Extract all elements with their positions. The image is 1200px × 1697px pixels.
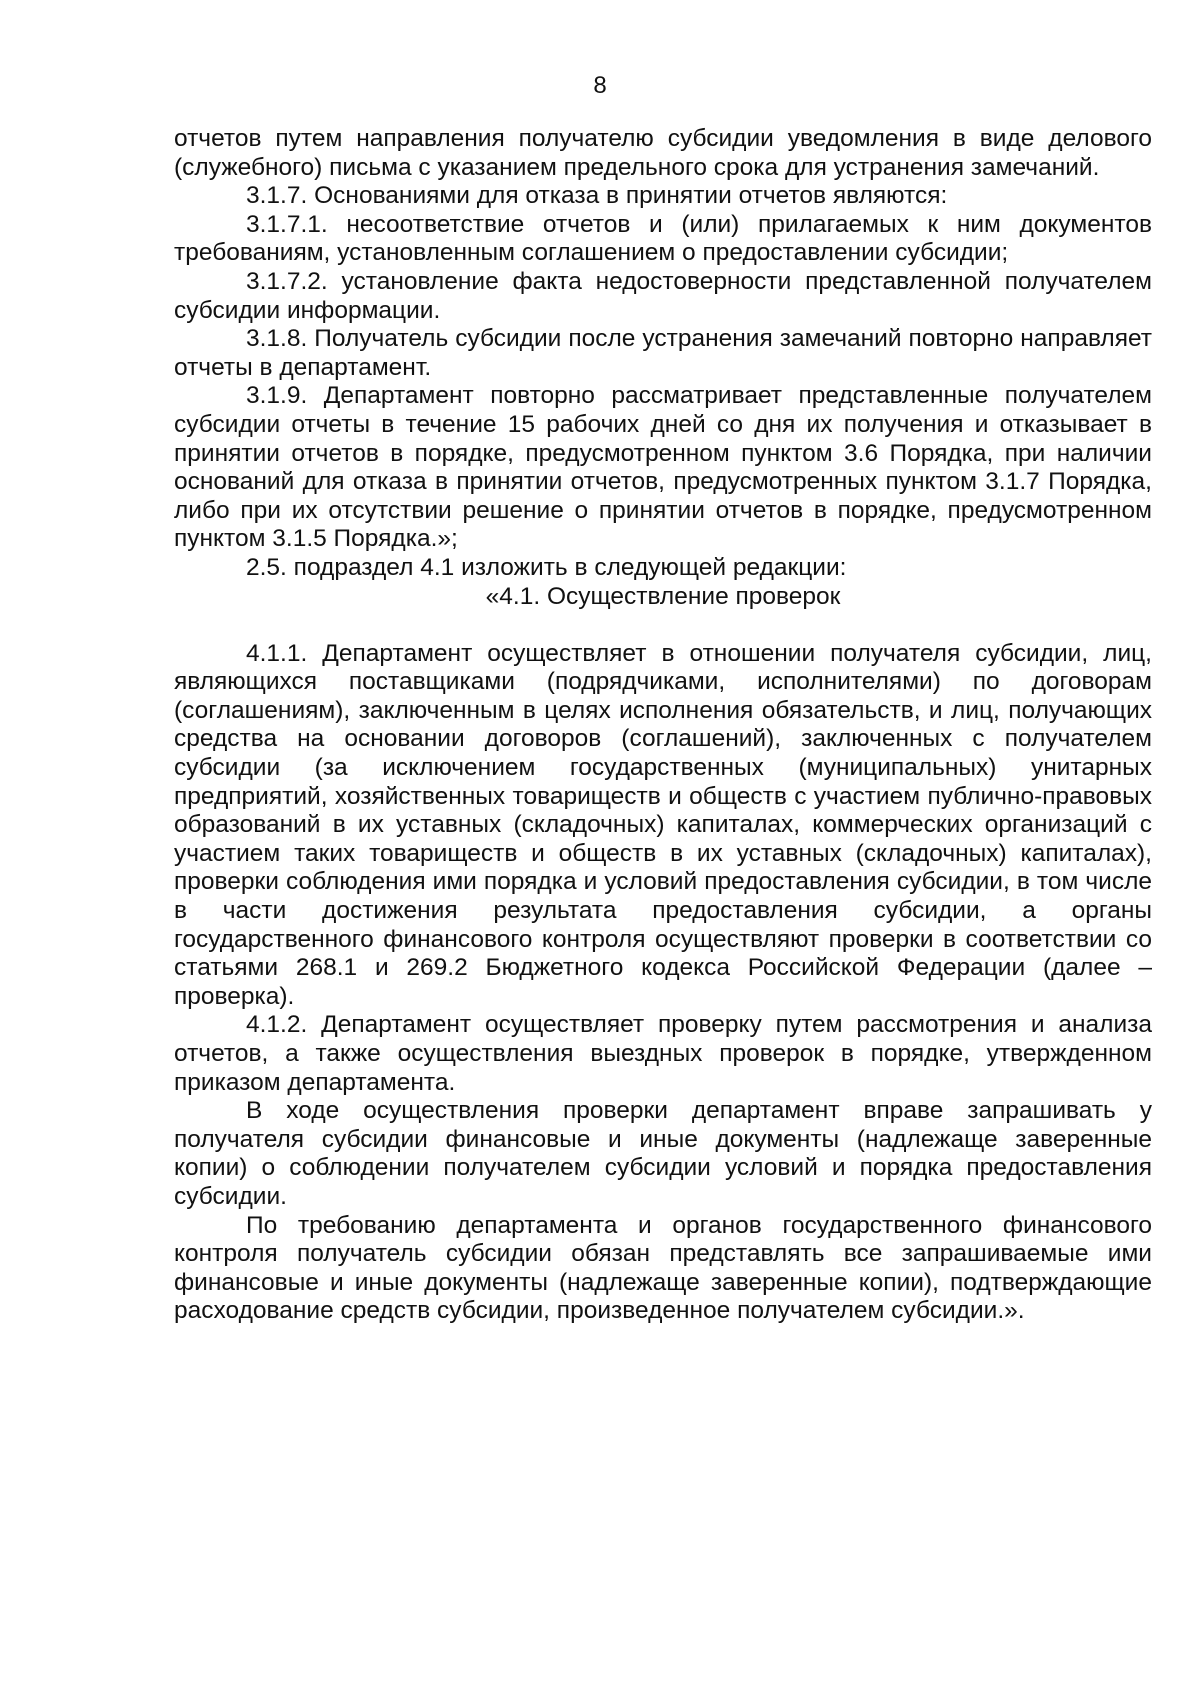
- paragraph-3-1-7: 3.1.7. Основаниями для отказа в принятии отчетов являются:: [246, 182, 948, 210]
- paragraph-control-requirement: По требованию департамента и органов государственного финансового контроля получатель субсидии обязан представлять все запрашиваемые ими финансовые и иные документы (надлежаще заверенные копии), подтверждающие расходование средств субсидии, произведенное получателем субсидии.».: [174, 1211, 1152, 1325]
- paragraph-3-1-8: 3.1.8. Получатель субсидии после устранения замечаний повторно направляет отчеты в департамент.: [174, 325, 1152, 381]
- paragraph-continuation: отчетов путем направления получателю субсидии уведомления в виде делового (служебного) письма с указанием предельного срока для устранения замечаний.: [174, 125, 1152, 181]
- paragraph-2-5: 2.5. подраздел 4.1 изложить в следующей редакции:: [246, 553, 847, 581]
- paragraph-3-1-7-2: 3.1.7.2. установление факта недостоверности представленной получателем субсидии информации.: [174, 267, 1152, 324]
- paragraph-3-1-7-1: 3.1.7.1. несоответствие отчетов и (или) прилагаемых к ним документов требованиям, установленным соглашением о предоставлении субсидии;: [174, 210, 1152, 267]
- paragraph-3-1-9: 3.1.9. Департамент повторно рассматривает представленные получателем субсидии отчеты в течение 15 рабочих дней со дня их получения и отказывает в принятии отчетов в порядке, предусмотренном пунктом 3.6 Порядка, при наличии оснований для отказа в принятии отчетов, предусмотренных пунктом 3.1.7 Порядка, либо при их отсутствии решение о принятии отчетов в порядке, предусмотренном пунктом 3.1.5 Порядка.»;: [174, 382, 1152, 553]
- page-number: 8: [593, 72, 607, 99]
- section-heading-4-1: «4.1. Осуществление проверок: [485, 582, 841, 610]
- document-body: [174, 125, 1152, 1326]
- paragraph-inspection-request: В ходе осуществления проверки департамент вправе запрашивать у получателя субсидии финансовые и иные документы (надлежаще заверенные копии) о соблюдении получателем субсидии условий и порядка предоставления субсидии.: [174, 1097, 1152, 1210]
- paragraph-4-1-1: 4.1.1. Департамент осуществляет в отношении получателя субсидии, лиц, являющихся поставщиками (подрядчиками, исполнителями) по договорам (соглашениям), заключенным в целях исполнения обязательств, и лиц, получающих средства на основании договоров (соглашений), заключенных с получателем субсидии (за исключением государственных (муниципальных) унитарных предприятий, хозяйственных товариществ и обществ с участием публично-правовых образований в их уставных (складочных) капиталах, коммерческих организаций с участием таких товариществ и обществ в их уставных (складочных) капиталах), проверки соблюдения ими порядка и условий предоставления субсидии, в том числе в части достижения результата предоставления субсидии, а органы государственного финансового контроля осуществляют проверки в соответствии со статьями 268.1 и 269.2 Бюджетного кодекса Российской Федерации (далее – проверка).: [174, 639, 1152, 1010]
- paragraph-4-1-2: 4.1.2. Департамент осуществляет проверку путем рассмотрения и анализа отчетов, а также осуществления выездных проверок в порядке, утвержденном приказом департамента.: [174, 1011, 1152, 1096]
- blank-line: [174, 611, 1152, 640]
